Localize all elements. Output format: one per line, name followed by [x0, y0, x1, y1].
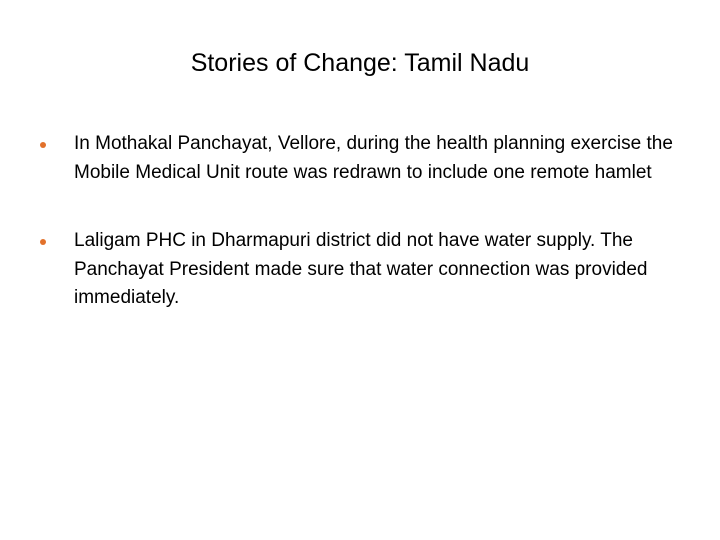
bullet-list — [0, 130, 720, 353]
list-item — [0, 130, 720, 187]
list-item — [0, 227, 720, 313]
slide-title: Stories of Change: Tamil Nadu — [190, 49, 530, 77]
bullet-dot-icon — [40, 142, 46, 148]
bullet-text: In Mothakal Panchayat, Vellore, during the health planning exercise the Mobile Medical Unit route was redrawn to include one remote hamlet — [74, 133, 673, 183]
bullet-dot-icon — [40, 239, 46, 245]
bullet-text: Laligam PHC in Dharmapuri district did not have water supply. The Panchayat President made sure that water connection was provided immediately. — [74, 230, 648, 308]
